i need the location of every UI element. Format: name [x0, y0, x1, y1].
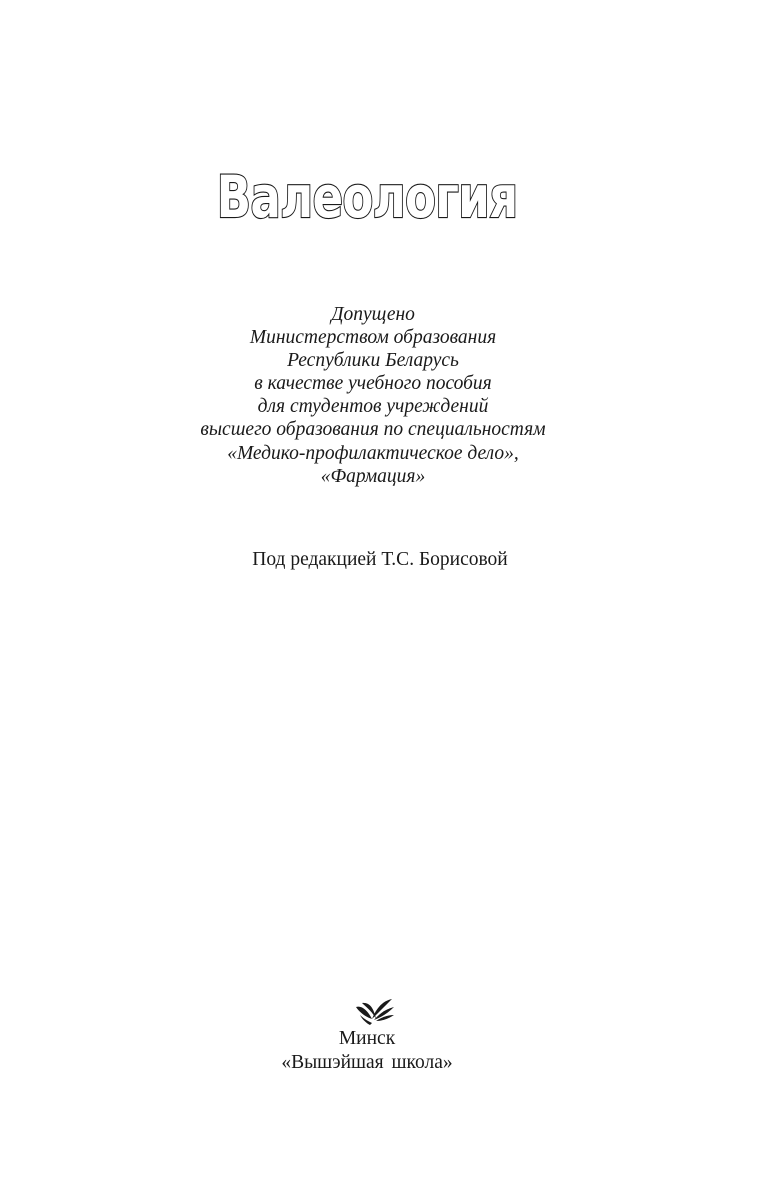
approval-line: Министерством образования [249, 327, 497, 349]
approval-line: высшего образования по специальностям [200, 419, 546, 441]
approval-line: Допущено [331, 304, 415, 325]
publisher-logo-icon [352, 997, 396, 1027]
approval-line: Республики Беларусь [287, 350, 459, 372]
approval-statement [0, 303, 746, 488]
publication-city: Минск [338, 1028, 396, 1049]
publisher-name: «Вышэйшая школа» [281, 1052, 453, 1073]
approval-line: «Фармация» [320, 465, 426, 487]
approval-line: для студентов учреждений [257, 396, 489, 418]
approval-line: «Медико-профилактическое дело», [227, 442, 519, 464]
book-title: Валеология [216, 163, 518, 231]
editor-credit: Под редакцией Т.С. Борисовой [252, 549, 508, 570]
approval-line: в качестве учебного пособия [254, 373, 492, 395]
